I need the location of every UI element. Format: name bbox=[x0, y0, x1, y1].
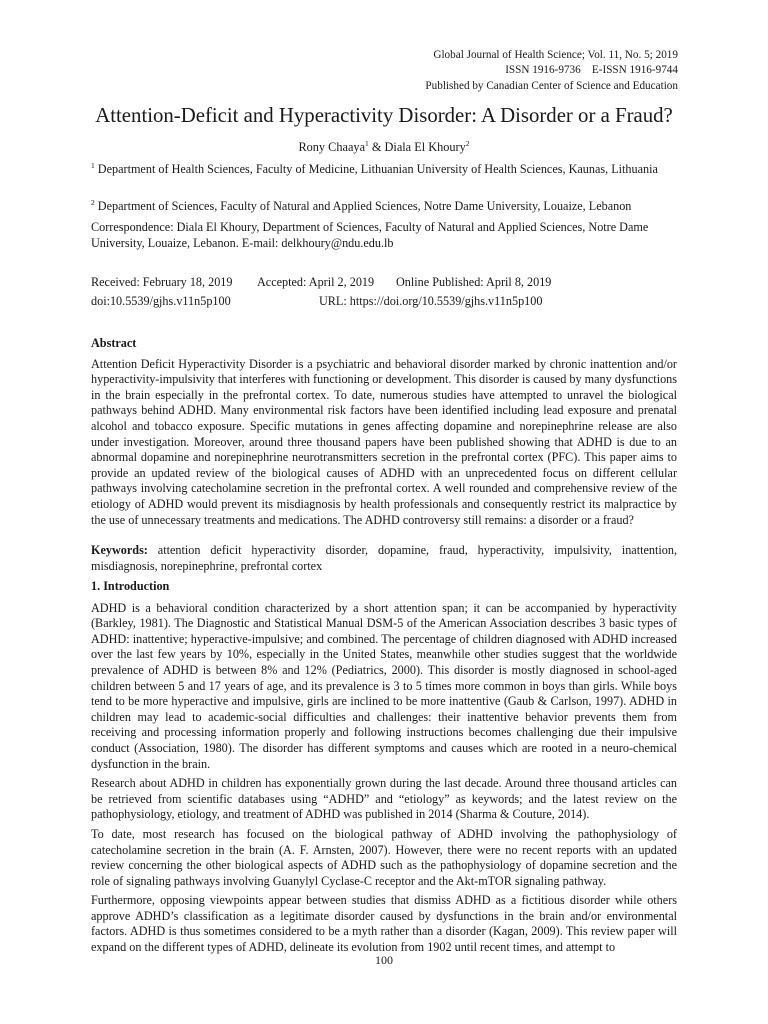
intro-paragraph: Research about ADHD in children has exponentially grown during the last decade. Around three thousand articles can be retrieved from scientific databases using “ADHD” and “etiology” as keywords; and the latest review on the pathophysiology, etiology, and treatment of ADHD was published in 2014 (Sharma & Couture, 2014). bbox=[91, 776, 677, 822]
accepted-date: Accepted: April 2, 2019 bbox=[257, 275, 375, 289]
abstract-heading: Abstract bbox=[91, 336, 137, 350]
author-name: Rony Chaaya bbox=[298, 140, 366, 154]
author-separator: & bbox=[368, 140, 385, 154]
affiliation-mark: 1 bbox=[91, 160, 95, 170]
intro-paragraph: ADHD is a behavioral condition characterized by a short attention span; it can be accompanied by hyperactivity (Barkley, 1981). The Diagnostic and Statistical Manual DSM-5 of the American Association describes 3 basic types of ADHD: inattentive; hyperactive-impulsive; and combined. The percentage of children diagnosed with ADHD increased over the last few years by 10%, especially in the United States, meanwhile other studies suggest that the worldwide prevalence of ADHD is between 8% and 12% (Pediatrics, 2000). This disorder is mostly diagnosed in school-aged children between 5 and 17 years of age, and its prevalence is 3 to 5 times more common in boys than girls. While boys tend to be more hyperactive and impulsive, girls are inclined to be more inattentive (Gaub & Carlson, 1997). ADHD in children may lead to academic-social difficulties and challenges: their inattentive behavior prevents them from receiving and processing information properly and following instructions becomes challenging due their impulsive conduct (Association, 1980). The disorder has different symptoms and causes which are rooted in a neuro-chemical dysfunction in the brain. bbox=[91, 600, 677, 771]
page-number: 100 bbox=[375, 953, 393, 967]
paper-title: Attention-Deficit and Hyperactivity Disorder: A Disorder or a Fraud? bbox=[95, 104, 673, 127]
abstract-section bbox=[91, 336, 677, 528]
affiliation-text: Department of Health Sciences, Faculty of Medicine, Lithuanian University of Health Sciences, Kaunas, Lithuania bbox=[94, 162, 658, 176]
intro-paragraph: To date, most research has focused on the biological pathway of ADHD involving the pathophysiology of catecholamine secretion in the brain (A. F. Arnsten, 2007). However, there were no recent reports with an updated review concerning the other biological aspects of ADHD such as the pathophysiology of dopamine secretion and the role of signaling pathways involving Guanylyl Cyclase-C receptor and the Akt-mTOR signaling pathway. bbox=[91, 826, 677, 888]
author-affiliation-mark: 2 bbox=[465, 138, 470, 148]
author-line bbox=[91, 140, 677, 155]
keywords-label: Keywords: bbox=[91, 543, 148, 557]
doi-row bbox=[91, 294, 677, 309]
affiliation-1 bbox=[91, 161, 677, 177]
affiliation-mark: 2 bbox=[91, 197, 95, 207]
abstract-text: Attention Deficit Hyperactivity Disorder is a psychiatric and behavioral disorder marked by chronic inattention and/or hyperactivity-impulsivity that interferes with functioning or development. This disorder is caused by many dysfunctions in the brain especially in the prefrontal cortex. To date, numerous studies have attempted to unravel the biological pathways behind ADHD. Many environmental risk factors have been identified including lead exposure and prenatal alcohol and tobacco exposure. Specific mutations in genes affecting dopamine and norepinephrine release are also under investigation. Moreover, around three thousand papers have been published showing that ADHD is due to an abnormal dopamine and norepinephrine neurotransmitters secretion in the prefrontal cortex (PFC). This paper aims to provide an updated review of the biological causes of ADHD with an unprecedented focus on different cellular pathways involving catecholamine secretion in the prefrontal cortex. A well rounded and comprehensive review of the etiology of ADHD would prevent its misdiagnosis by health professionals and consequently restrict its malpractice by the use of unnecessary treatments and medications. The ADHD controversy still remains: a disorder or a fraud? bbox=[91, 356, 678, 527]
online-date: Online Published: April 8, 2019 bbox=[396, 275, 552, 289]
affiliation-2 bbox=[91, 198, 677, 214]
journal-publisher: Published by Canadian Center of Science and Education bbox=[425, 79, 678, 92]
journal-citation: Global Journal of Health Science; Vol. 11, No. 5; 2019 bbox=[433, 49, 678, 61]
intro-paragraph: Furthermore, opposing viewpoints appear between studies that dismiss ADHD as a fictitious disorder while others approve ADHD’s classification as a legitimate disorder caused by dysfunctions in the brain and/or environmental factors. ADHD is thus sometimes considered to be a myth rather than a disorder (Kagan, 2009). This review paper will expand on the different types of ADHD, delineate its evolution from 1902 until recent times, and attempt to bbox=[91, 893, 677, 955]
journal-header bbox=[425, 48, 678, 94]
doi-text: doi:10.5539/gjhs.v11n5p100 bbox=[91, 294, 231, 308]
introduction-heading: 1. Introduction bbox=[91, 579, 170, 593]
keywords-text: attention deficit hyperactivity disorder, dopamine, fraud, hyperactivity, impulsivity, inattention, misdiagnosis, norepinephrine, prefrontal cortex bbox=[91, 543, 677, 573]
url-link[interactable]: URL: https://doi.org/10.5539/gjhs.v11n5p100 bbox=[319, 294, 543, 308]
correspondence: Correspondence: Diala El Khoury, Department of Sciences, Faculty of Natural and Applied Sciences, Notre Dame University, Louaize, Lebanon. E-mail: delkhoury@ndu.edu.lb bbox=[91, 220, 649, 251]
introduction-section bbox=[91, 579, 677, 956]
received-date: Received: February 18, 2019 bbox=[91, 275, 233, 289]
author-name: Diala El Khoury bbox=[384, 140, 466, 154]
author-affiliation-mark: 1 bbox=[365, 138, 369, 148]
affiliation-text: Department of Sciences, Faculty of Natural and Applied Sciences, Notre Dame University, Louaize, Lebanon bbox=[94, 199, 632, 213]
keywords-section bbox=[91, 543, 677, 574]
journal-issn: ISSN 1916-9736 E-ISSN 1916-9744 bbox=[505, 64, 678, 77]
dates-row bbox=[91, 275, 677, 290]
